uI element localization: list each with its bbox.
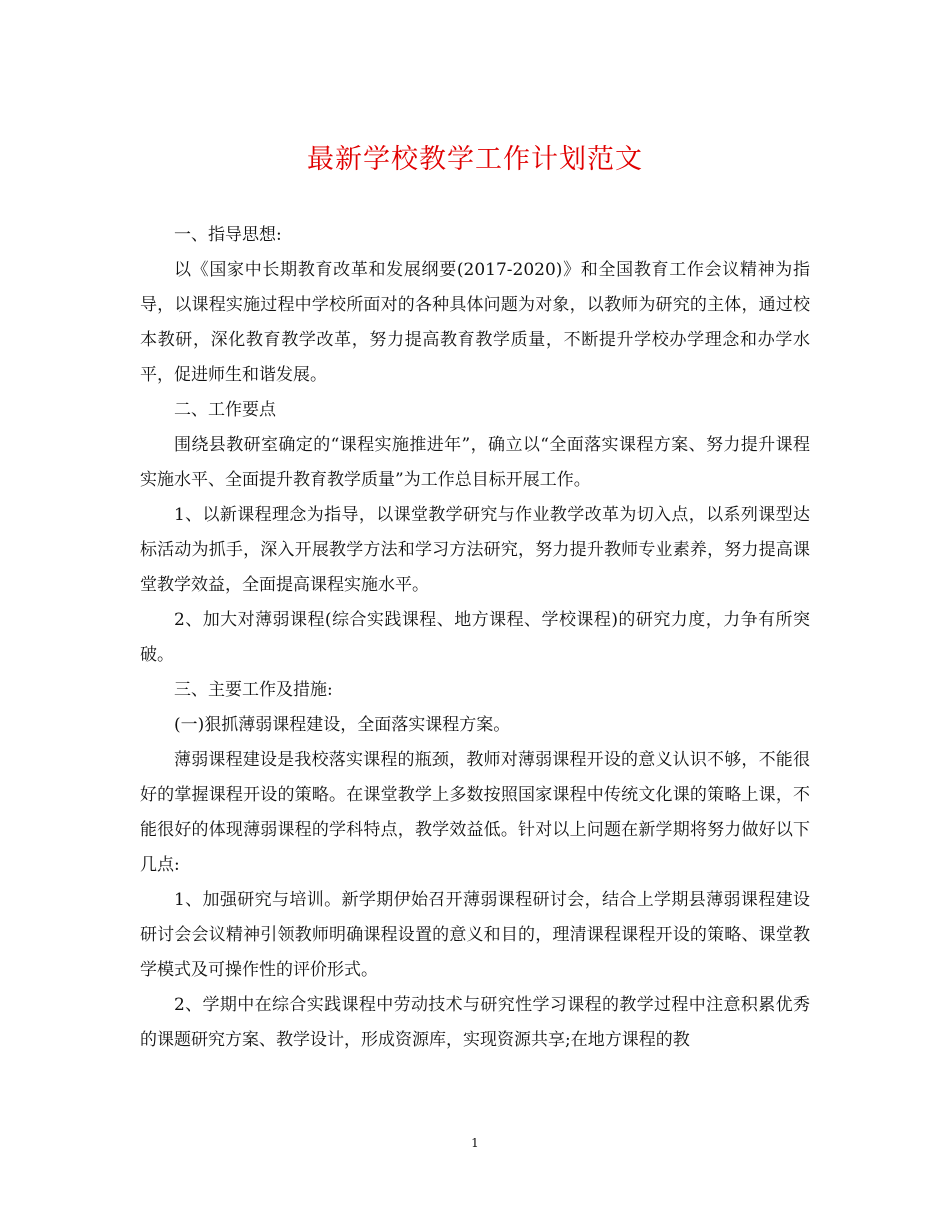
paragraph-heading-3: 三、主要工作及措施:: [174, 680, 333, 700]
paragraph: 2、加大对薄弱课程(综合实践课程、地方课程、学校课程)的研究力度，力争有所突破。: [140, 610, 810, 665]
paragraph: 薄弱课程建设是我校落实课程的瓶颈，教师对薄弱课程开设的意义认识不够，不能很好的掌握课程开设的策略。在课堂教学上多数按照国家课程中传统文化课的策略上课，不能很好的体现薄弱课程的学科特点，教学效益低。针对以上问题在新学期将努力做好以下几点:: [140, 750, 810, 875]
page-number: 1: [471, 1136, 479, 1150]
paragraph: 围绕县教研室确定的“课程实施推进年”，确立以“全面落实课程方案、努力提升课程实施水平、全面提升教育教学质量”为工作总目标开展工作。: [140, 435, 810, 490]
paragraph-heading-1: 一、指导思想:: [174, 225, 282, 245]
document-body: [140, 218, 810, 1058]
paragraph-subheading: (一)狠抓薄弱课程建设，全面落实课程方案。: [174, 715, 511, 735]
paragraph: 2、学期中在综合实践课程中劳动技术与研究性学习课程的教学过程中注意积累优秀的课题研究方案、教学设计，形成资源库，实现资源共享;在地方课程的教: [140, 995, 810, 1050]
document-title: 最新学校教学工作计划范文: [307, 144, 643, 175]
paragraph: 1、以新课程理念为指导，以课堂教学研究与作业教学改革为切入点，以系列课型达标活动为抓手，深入开展教学方法和学习方法研究，努力提升教师专业素养，努力提高课堂教学效益，全面提高课程实施水平。: [140, 505, 810, 595]
paragraph-heading-2: 二、工作要点: [174, 400, 276, 420]
paragraph: 1、加强研究与培训。新学期伊始召开薄弱课程研讨会，结合上学期县薄弱课程建设研讨会会议精神引领教师明确课程设置的意义和目的，理清课程课程开设的策略、课堂教学模式及可操作性的评价形式。: [140, 890, 810, 980]
paragraph: 以《国家中长期教育改革和发展纲要(2017-2020)》和全国教育工作会议精神为指导，以课程实施过程中学校所面对的各种具体问题为对象，以教师为研究的主体，通过校本教研，深化教育教学改革，努力提高教育教学质量，不断提升学校办学理念和办学水平，促进师生和谐发展。: [140, 260, 810, 385]
